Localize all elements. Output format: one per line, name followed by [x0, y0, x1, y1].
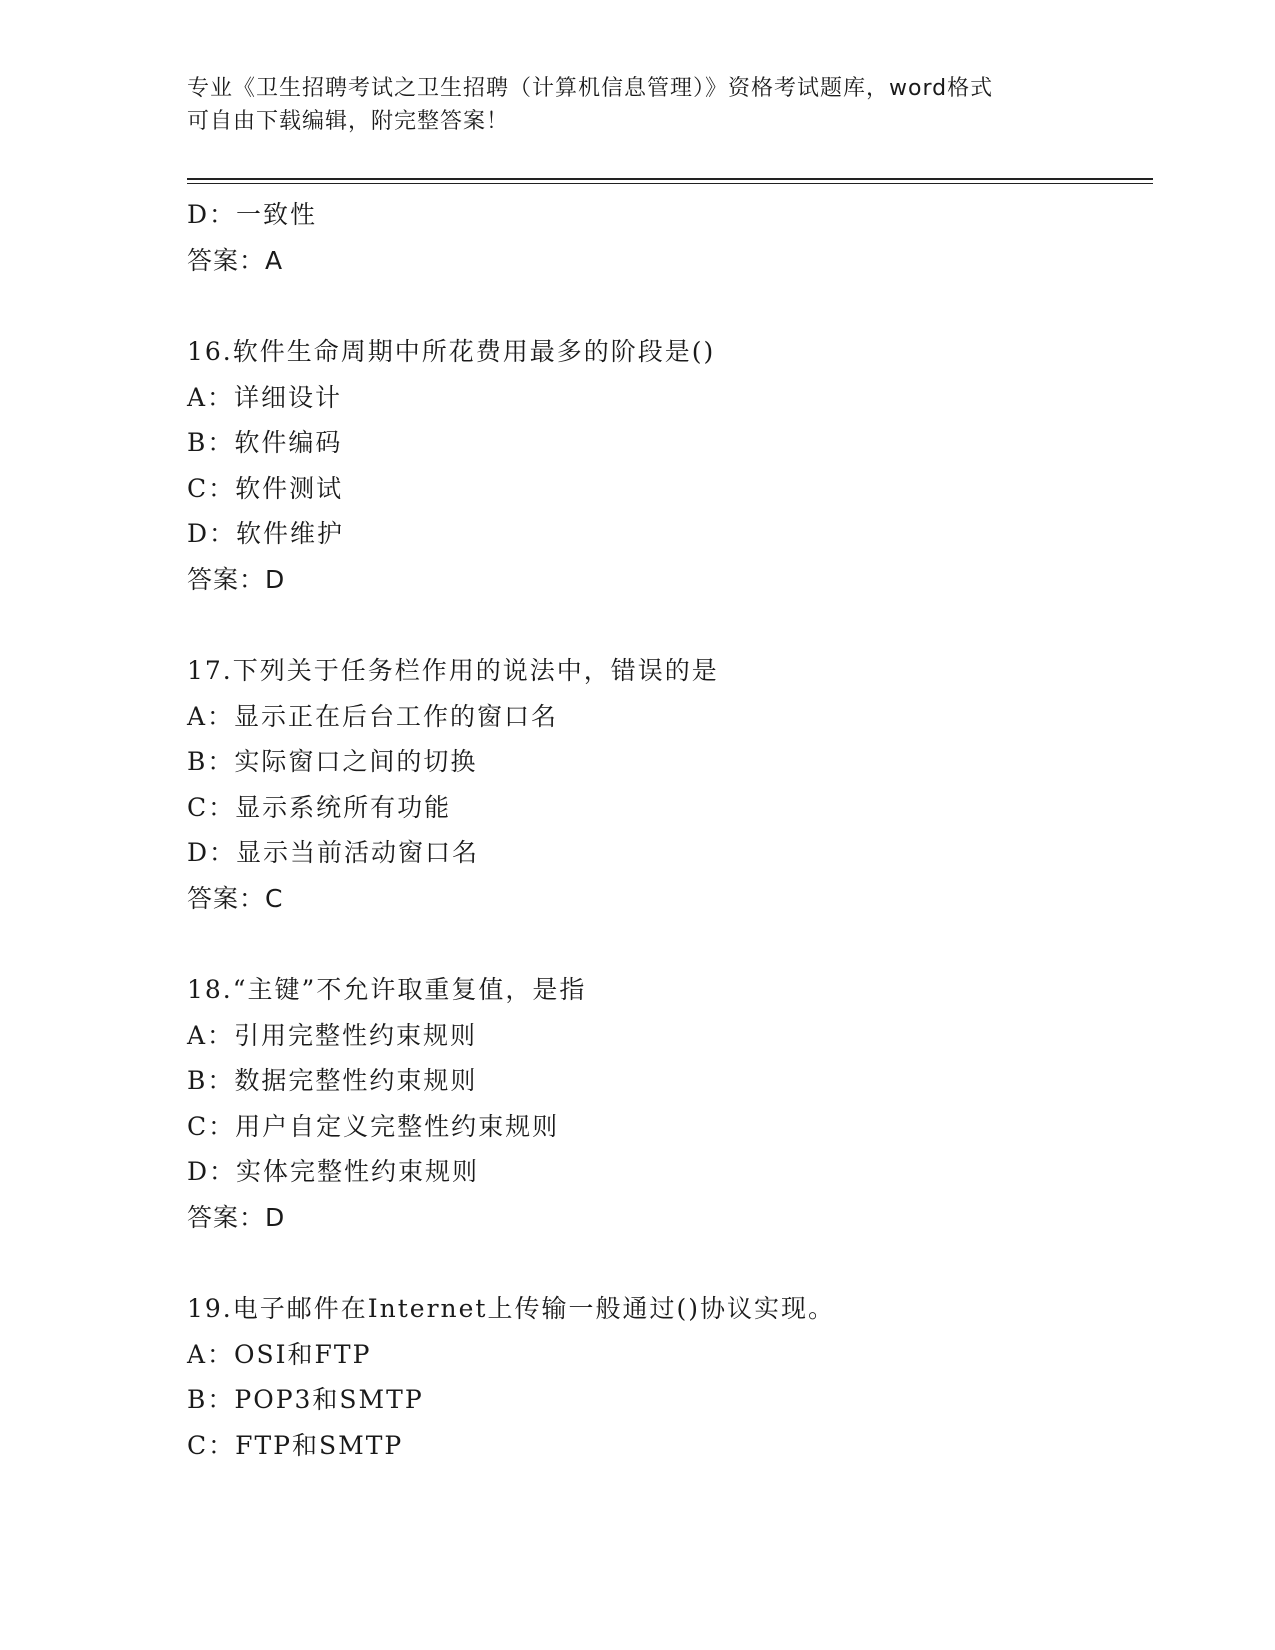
header-divider [187, 178, 1153, 180]
spacer [187, 1240, 1147, 1286]
spacer [187, 283, 1147, 329]
answer: 答案：A [187, 245, 284, 275]
document-header [187, 72, 1067, 138]
option-b: B：软件编码 [187, 428, 343, 457]
option-a: A：详细设计 [187, 382, 343, 412]
question-stem: 18.“主键”不允许取重复值，是指 [187, 975, 587, 1004]
question-19 [187, 1286, 1147, 1468]
answer: 答案：C [187, 883, 284, 913]
option-b: B：实际窗口之间的切换 [187, 747, 478, 776]
question-stem: 19.电子邮件在Internet上传输一般通过()协议实现。 [187, 1294, 835, 1323]
answer: 答案：D [187, 564, 286, 594]
option-b: B：POP3和SMTP [187, 1385, 424, 1414]
option-c: C：显示系统所有功能 [187, 792, 452, 822]
option-a: A：OSI和FTP [187, 1339, 372, 1369]
option-d: D：实体完整性约束规则 [187, 1157, 480, 1186]
spacer [187, 921, 1147, 967]
question-list [187, 192, 1147, 1468]
option-a: A：显示正在后台工作的窗口名 [187, 701, 559, 731]
question-stem: 17.下列关于任务栏作用的说法中，错误的是 [187, 656, 719, 685]
option-d: D：显示当前活动窗口名 [187, 838, 480, 867]
question-18 [187, 967, 1147, 1240]
header-line-1: 专业《卫生招聘考试之卫生招聘（计算机信息管理）》资格考试题库，word格式 [187, 76, 994, 101]
option-b: B：数据完整性约束规则 [187, 1066, 478, 1095]
option-c: C：用户自定义完整性约束规则 [187, 1111, 560, 1141]
question-16 [187, 329, 1147, 602]
option-d: D：一致性 [187, 200, 318, 229]
header-line-2: 可自由下载编辑，附完整答案！ [187, 109, 510, 134]
option-d: D：软件维护 [187, 519, 345, 548]
spacer [187, 602, 1147, 648]
question-17 [187, 648, 1147, 921]
option-c: C：软件测试 [187, 473, 344, 503]
option-c: C：FTP和SMTP [187, 1430, 404, 1460]
option-a: A：引用完整性约束规则 [187, 1020, 478, 1050]
answer: 答案：D [187, 1202, 286, 1232]
question-stem: 16.软件生命周期中所花费用最多的阶段是() [187, 337, 716, 366]
header-divider-thin [187, 183, 1153, 184]
